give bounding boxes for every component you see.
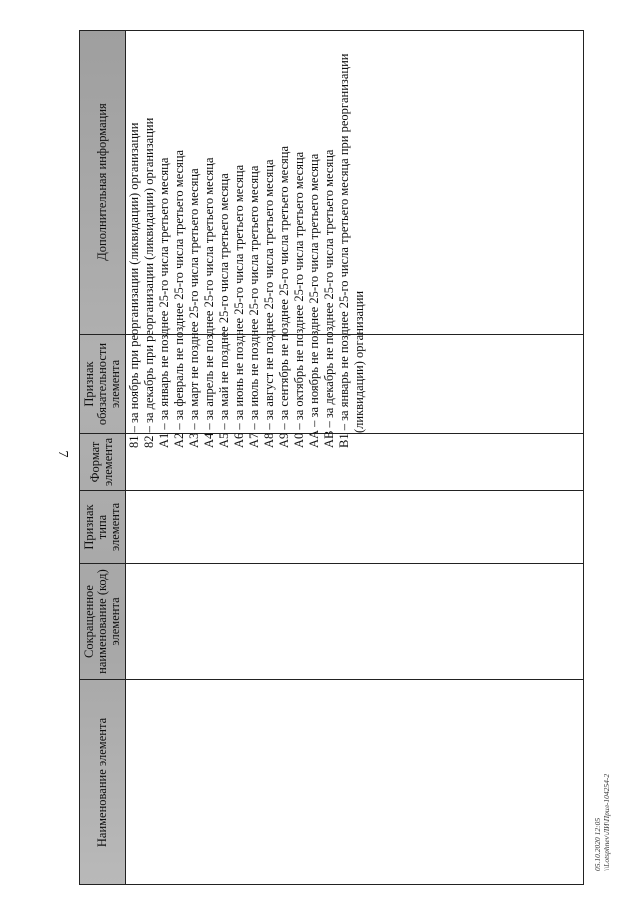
page-number: 7 <box>55 450 70 458</box>
column-divider <box>79 679 584 680</box>
header-element-name: Наименование элемента <box>94 717 109 848</box>
list-item: А4 – за апрель не позднее 25-го числа третьего месяца <box>202 157 216 448</box>
list-item: А0 – за октябрь не позднее 25-го числа третьего месяца <box>292 151 306 448</box>
list-item: 81 – за ноябрь при реорганизации (ликвидации) организации <box>127 122 141 448</box>
list-item: В1 – за январь не позднее 25-го числа третьего месяца при реорганизации (ликвидации) организации <box>337 53 366 448</box>
column-divider <box>79 563 584 564</box>
list-item: А6 – за июнь не позднее 25-го числа третьего месяца <box>232 164 246 448</box>
additional-info-list <box>127 32 367 448</box>
header-type-flag: Признак типа элемента <box>81 502 122 552</box>
list-item: АА – за ноябрь не позднее 25-го числа третьего месяца <box>307 153 321 448</box>
print-stamp <box>593 774 611 871</box>
list-item: А2 – за февраль не позднее 25-го числа третьего месяца <box>172 149 186 448</box>
list-item: А9 – за сентябрь не позднее 25-го числа третьего месяца <box>277 145 291 448</box>
list-item: А8 – за август не позднее 25-го числа третьего месяца <box>262 159 276 448</box>
header-additional-info: Дополнительная информация <box>94 103 109 261</box>
column-divider <box>79 490 584 491</box>
stamp-path: \\Lotsphnev\ЛИ\Прил-104254-2 <box>602 773 611 871</box>
list-item: А1 – за январь не позднее 25-го числа третьего месяца <box>157 157 171 448</box>
stamp-date: 05.10.2020 12:05 <box>593 817 602 871</box>
list-item: А3 – за март не позднее 25-го числа третьего месяца <box>187 168 201 448</box>
header-required-flag: Признак обязательности элемента <box>81 342 122 426</box>
list-item: А5 – за май не позднее 25-го числа третьего месяца <box>217 173 231 448</box>
header-format: Формат элемента <box>88 437 115 487</box>
header-divider <box>125 30 126 885</box>
rotated-page-content <box>79 30 611 885</box>
header-short-code: Сокращенное наименование (код) элемента <box>81 569 122 674</box>
list-item: 82 – за декабрь при реорганизации (ликвидации) организации <box>142 117 156 448</box>
list-item: АВ – за декабрь не позднее 25-го числа третьего месяца <box>322 149 336 448</box>
list-item: А7 – за июль не позднее 25-го числа третьего месяца <box>247 165 261 448</box>
